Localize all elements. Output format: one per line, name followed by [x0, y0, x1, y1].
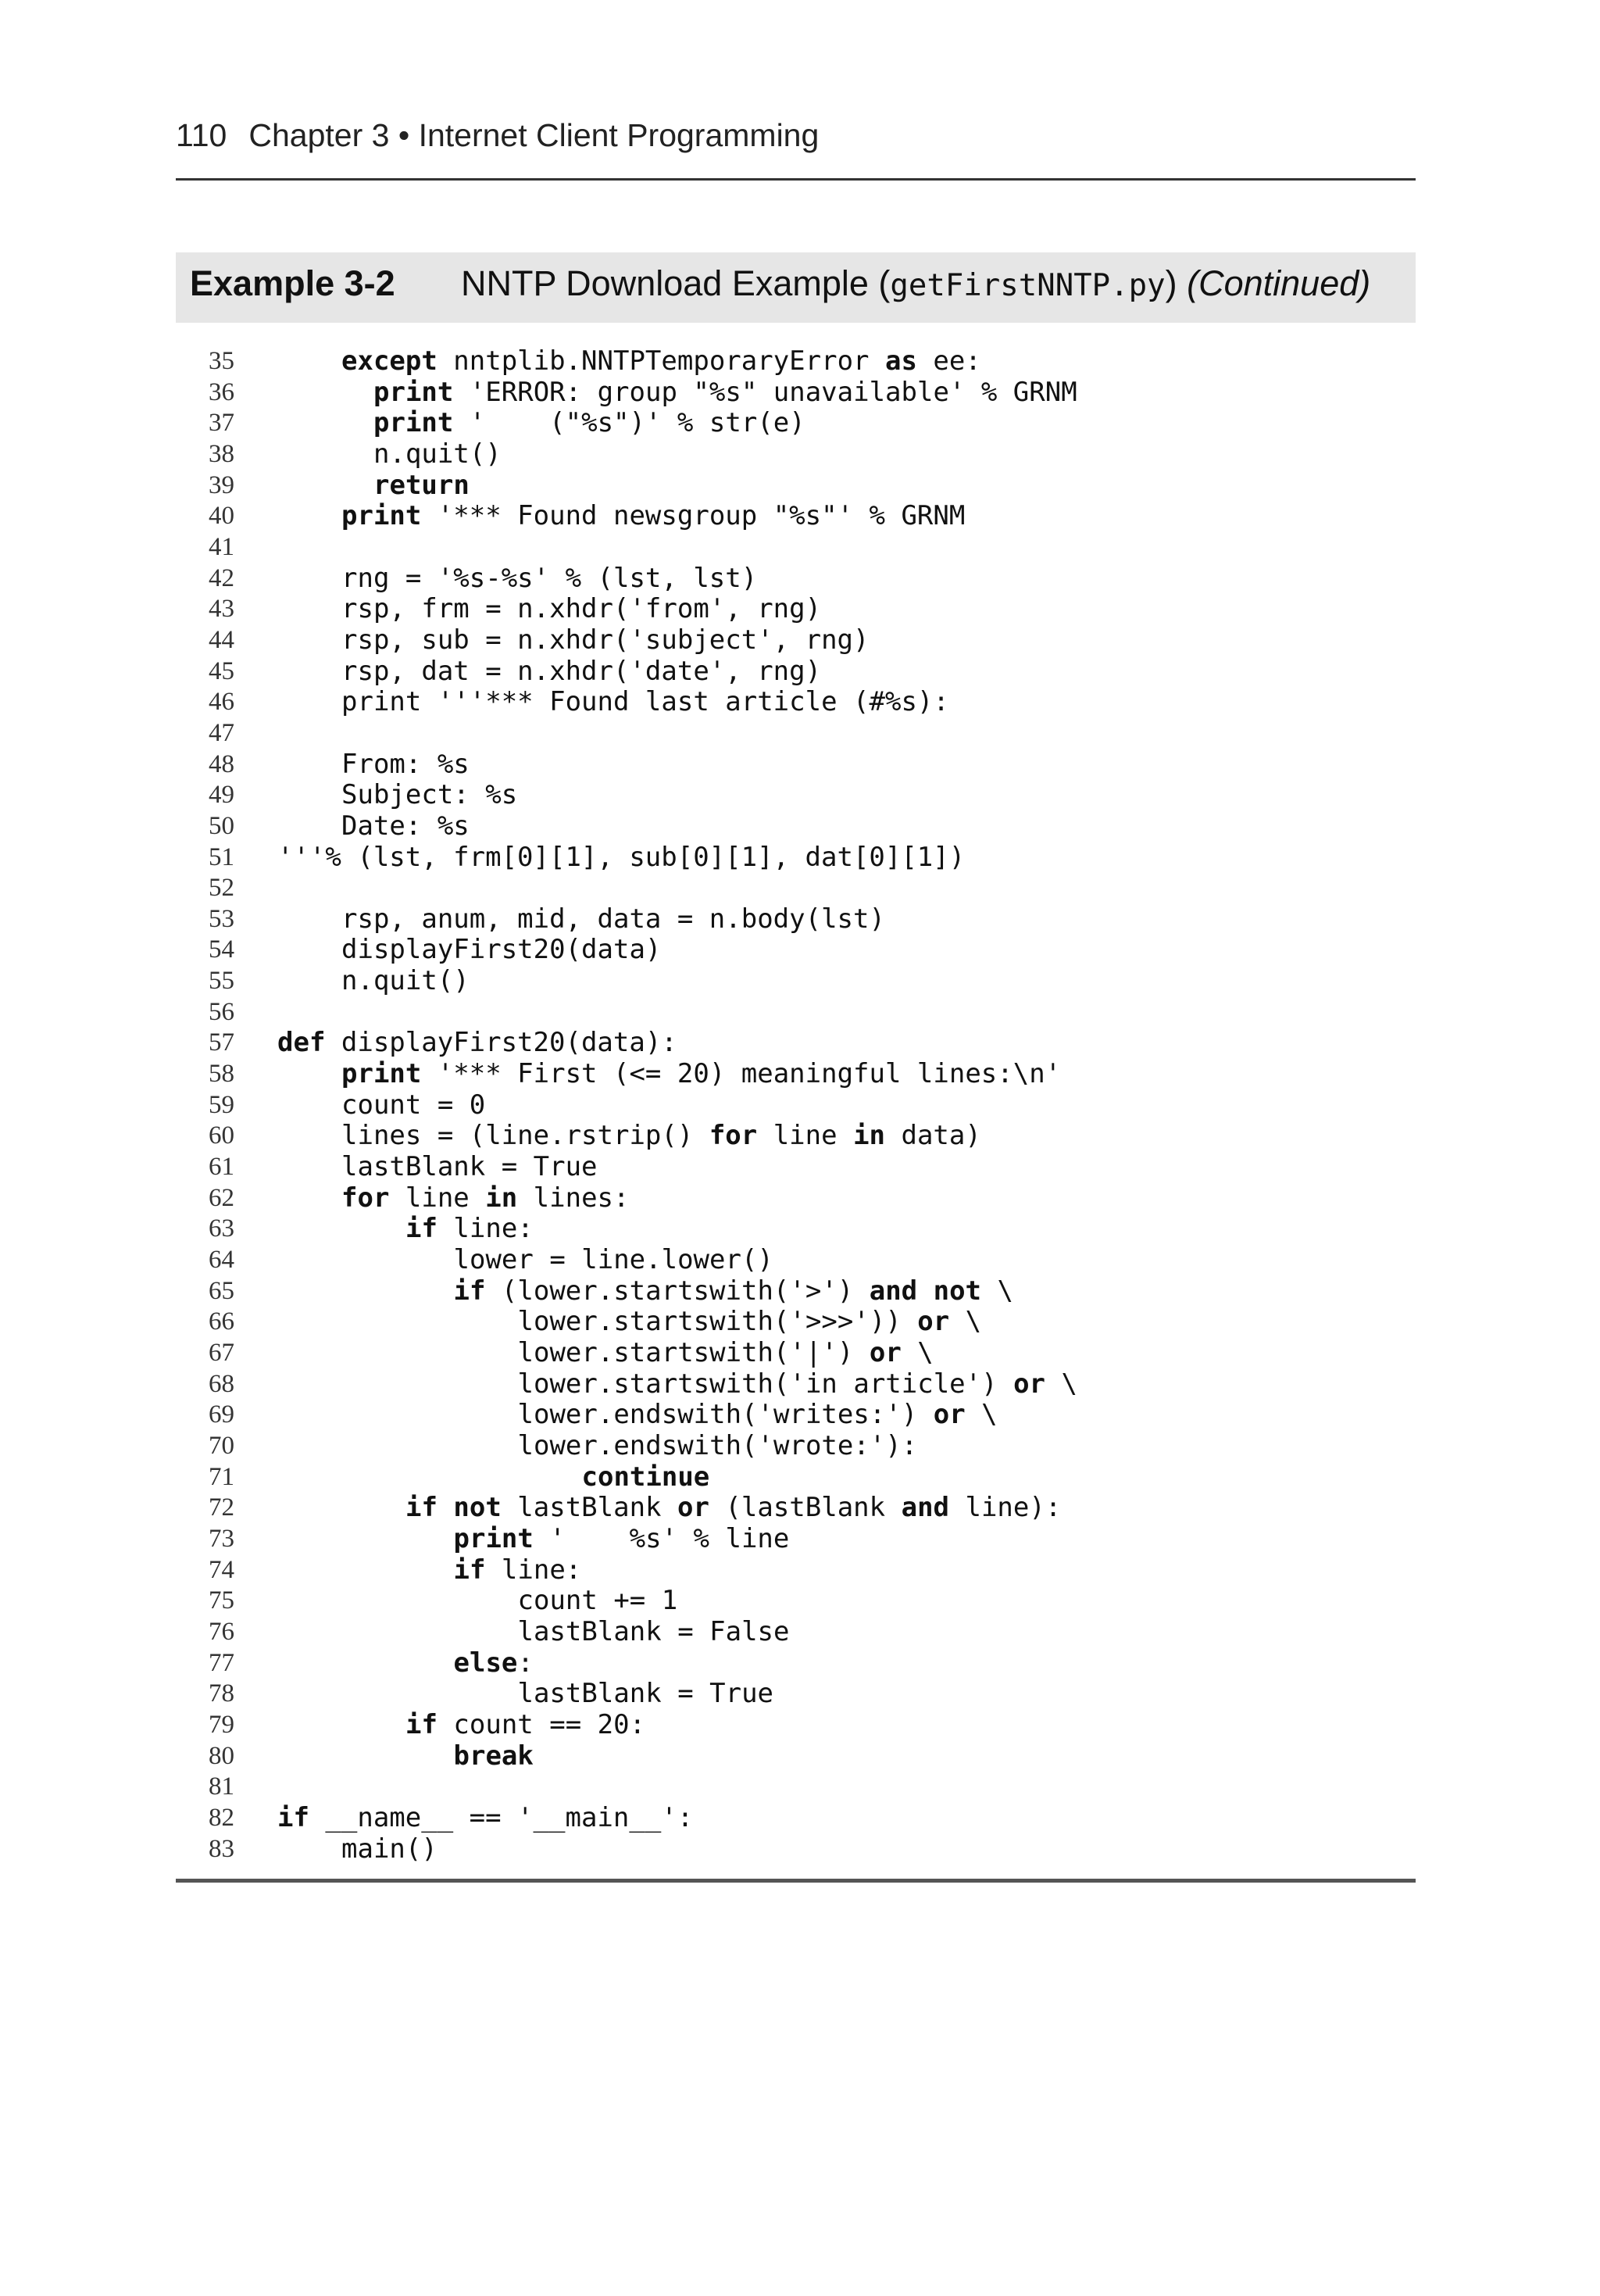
code-keyword: as: [884, 345, 917, 377]
code-keyword: print: [341, 500, 422, 532]
code-text: [277, 1431, 917, 1462]
code-keyword: in: [853, 1120, 886, 1152]
code-keyword: break: [453, 1740, 534, 1772]
code-token: count += 1: [517, 1585, 678, 1617]
code-line: [176, 1772, 1416, 1803]
line-number: 45: [209, 656, 234, 685]
code-line: [176, 1369, 1416, 1400]
code-text: [277, 594, 821, 625]
code-token: lower.startswith('|'): [517, 1337, 870, 1368]
line-number: 70: [209, 1431, 234, 1460]
code-token: ee:: [916, 345, 981, 377]
code-text: [277, 842, 965, 874]
line-number: 72: [209, 1493, 234, 1522]
code-text: [277, 1803, 693, 1834]
code-token: __name__ == '__main__':: [309, 1801, 694, 1833]
line-number: 63: [209, 1214, 234, 1243]
code-line: [176, 1400, 1416, 1431]
code-text: [277, 1493, 1061, 1524]
code-token: \: [981, 1275, 1013, 1307]
code-line: [176, 563, 1416, 595]
code-token: From: %s: [341, 748, 470, 780]
code-line: [176, 594, 1416, 625]
code-token: lines:: [517, 1182, 630, 1214]
code-token: lines = (line.rstrip(): [341, 1120, 709, 1152]
code-token: ' %s' % line: [533, 1522, 790, 1554]
line-number: 52: [209, 874, 234, 903]
code-text: [277, 625, 870, 656]
line-number: 62: [209, 1183, 234, 1212]
code-text: [277, 439, 502, 470]
code-text: [277, 377, 1077, 409]
line-number: 83: [209, 1834, 234, 1863]
code-keyword: print: [453, 1522, 534, 1554]
code-token: line: [389, 1182, 486, 1214]
code-token: lastBlank = False: [517, 1615, 790, 1647]
code-keyword: continue: [581, 1461, 710, 1493]
line-number: 42: [209, 563, 234, 592]
line-number: 73: [209, 1524, 234, 1553]
code-token: :: [517, 1647, 534, 1679]
code-token: Subject: %s: [341, 779, 518, 811]
code-token: lastBlank = True: [341, 1151, 598, 1183]
code-token: (lastBlank: [709, 1492, 902, 1524]
code-keyword: for: [709, 1120, 758, 1152]
code-text: [277, 1462, 709, 1493]
line-number: 75: [209, 1586, 234, 1615]
line-number: 74: [209, 1555, 234, 1584]
code-line: [176, 470, 1416, 502]
code-token: rsp, frm = n.xhdr('from', rng): [341, 593, 822, 625]
code-line: [176, 1524, 1416, 1555]
code-token: lastBlank = True: [517, 1678, 774, 1710]
line-number: 57: [209, 1028, 234, 1057]
code-line: [176, 1028, 1416, 1059]
code-token: \: [949, 1306, 982, 1338]
code-token: main(): [341, 1833, 438, 1865]
code-line: [176, 1803, 1416, 1834]
code-text: [277, 1524, 789, 1555]
code-keyword: if: [277, 1801, 309, 1833]
code-token: rsp, anum, mid, data = n.body(lst): [341, 903, 885, 935]
code-text: [277, 1338, 934, 1369]
code-text: [277, 1617, 790, 1648]
example-caption-bar: [176, 252, 1416, 323]
line-number: 61: [209, 1153, 234, 1182]
code-keyword: or: [917, 1306, 950, 1338]
code-text: [277, 1369, 1077, 1400]
code-keyword: for: [341, 1182, 390, 1214]
code-token: line:: [485, 1554, 582, 1586]
code-token: lower.startswith('in article'): [517, 1368, 1014, 1400]
line-number: 41: [209, 532, 234, 561]
page-number: 110: [176, 117, 227, 153]
code-line: [176, 749, 1416, 781]
code-token: print '''*** Found last article (#%s):: [341, 686, 949, 718]
code-token: line: [757, 1120, 854, 1152]
code-text: [277, 1741, 534, 1772]
code-text: [277, 935, 661, 966]
line-number: 36: [209, 377, 234, 406]
code-keyword: in: [485, 1182, 518, 1214]
code-text: [277, 1400, 998, 1431]
code-text: [277, 1214, 534, 1245]
code-line: [176, 935, 1416, 966]
code-line: [176, 1338, 1416, 1369]
code-text: [277, 1834, 438, 1865]
line-number: 76: [209, 1617, 234, 1646]
code-text: [277, 904, 885, 935]
code-line: [176, 1710, 1416, 1741]
code-keyword: if not: [405, 1492, 502, 1524]
code-token: displayFirst20(data):: [325, 1027, 677, 1059]
code-token: data): [885, 1120, 981, 1152]
code-token: (lower.startswith('>'): [485, 1275, 870, 1307]
code-line: [176, 1555, 1416, 1586]
code-line: [176, 1648, 1416, 1679]
line-number: 47: [209, 718, 234, 747]
code-text: [277, 1648, 534, 1679]
code-line: [176, 1679, 1416, 1710]
code-keyword: or: [933, 1399, 966, 1431]
line-number: 78: [209, 1679, 234, 1708]
example-title-text: NNTP Download Example (: [461, 263, 891, 303]
code-text: [277, 1586, 677, 1617]
line-number: 37: [209, 409, 234, 438]
code-keyword: return: [373, 469, 470, 501]
code-text: [277, 687, 949, 718]
code-line: [176, 904, 1416, 935]
line-number: 71: [209, 1462, 234, 1491]
code-token: '''% (lst, frm[0][1], sub[0][1], dat[0][1]): [277, 841, 966, 873]
code-text: [277, 1245, 773, 1276]
code-line: [176, 1059, 1416, 1090]
line-number: 50: [209, 811, 234, 840]
code-line: [176, 1462, 1416, 1493]
code-keyword: if: [405, 1708, 438, 1740]
header-rule: [176, 178, 1416, 181]
code-token: lower.endswith('writes:'): [517, 1399, 934, 1431]
line-number: 58: [209, 1060, 234, 1089]
code-text: [277, 1307, 981, 1338]
code-token: rng = '%s-%s' % (lst, lst): [341, 562, 758, 594]
line-number: 35: [209, 347, 234, 375]
code-keyword: def: [277, 1027, 326, 1059]
code-token: n.quit(): [373, 438, 502, 470]
line-number: 44: [209, 625, 234, 654]
line-number: 56: [209, 997, 234, 1026]
line-number: 80: [209, 1741, 234, 1770]
code-line: [176, 532, 1416, 563]
code-token: count = 0: [341, 1089, 486, 1121]
line-number: 60: [209, 1121, 234, 1150]
example-title-close: ): [1165, 263, 1177, 303]
line-number: 67: [209, 1339, 234, 1367]
code-line: [176, 377, 1416, 409]
code-line: [176, 1276, 1416, 1307]
line-number: 64: [209, 1246, 234, 1275]
line-number: 54: [209, 935, 234, 964]
line-number: 68: [209, 1369, 234, 1398]
code-line: [176, 1586, 1416, 1617]
code-line: [176, 873, 1416, 904]
code-line: [176, 1214, 1416, 1245]
code-line: [176, 1245, 1416, 1276]
code-token: line:: [437, 1213, 534, 1245]
running-head: [176, 117, 819, 154]
line-number: 46: [209, 688, 234, 717]
code-text: [277, 1028, 677, 1059]
code-token: displayFirst20(data): [341, 934, 662, 966]
code-text: [277, 1121, 981, 1152]
chapter-title: Chapter 3 • Internet Client Programming: [248, 117, 820, 153]
code-keyword: print: [341, 1058, 422, 1090]
code-text: [277, 749, 470, 781]
code-text: [277, 346, 981, 377]
code-line: [176, 1493, 1416, 1524]
code-line: [176, 439, 1416, 470]
code-keyword: and not: [869, 1275, 982, 1307]
code-token: lower = line.lower(): [453, 1244, 773, 1276]
line-number: 82: [209, 1803, 234, 1832]
code-text: [277, 1152, 598, 1183]
line-number: 48: [209, 749, 234, 778]
code-text: [277, 563, 757, 595]
line-number: 59: [209, 1090, 234, 1119]
code-text: [277, 1059, 1061, 1090]
code-text: [277, 811, 470, 842]
code-token: nntplib.NNTPTemporaryError: [437, 345, 885, 377]
line-number: 40: [209, 502, 234, 531]
code-line: [176, 1741, 1416, 1772]
code-keyword: or: [869, 1337, 902, 1368]
code-text: [277, 501, 965, 532]
code-line: [176, 1121, 1416, 1152]
code-token: n.quit(): [341, 965, 470, 997]
line-number: 53: [209, 904, 234, 933]
code-text: [277, 966, 470, 997]
listing-end-rule: [176, 1879, 1416, 1883]
code-line: [176, 408, 1416, 439]
code-keyword: except: [341, 345, 438, 377]
code-line: [176, 687, 1416, 718]
code-line: [176, 842, 1416, 874]
line-number: 39: [209, 470, 234, 499]
code-token: 'ERROR: group "%s" unavailable' % GRNM: [453, 376, 1077, 408]
code-token: rsp, dat = n.xhdr('date', rng): [341, 655, 822, 687]
line-number: 81: [209, 1772, 234, 1801]
code-token: \: [901, 1337, 934, 1368]
code-text: [277, 1679, 773, 1710]
code-keyword: and: [901, 1492, 950, 1524]
code-line: [176, 811, 1416, 842]
line-number: 79: [209, 1710, 234, 1739]
code-token: lower.endswith('wrote:'):: [517, 1429, 918, 1461]
code-text: [277, 1555, 581, 1586]
line-number: 66: [209, 1307, 234, 1336]
code-keyword: print: [373, 407, 454, 439]
code-line: [176, 501, 1416, 532]
code-keyword: if: [405, 1213, 438, 1245]
code-token: rsp, sub = n.xhdr('subject', rng): [341, 624, 870, 656]
code-line: [176, 1834, 1416, 1865]
code-token: '*** Found newsgroup "%s"' % GRNM: [421, 500, 966, 532]
code-line: [176, 1152, 1416, 1183]
code-token: '*** First (<= 20) meaningful lines:\n': [421, 1058, 1062, 1090]
code-token: \: [1045, 1368, 1077, 1400]
code-line: [176, 1617, 1416, 1648]
code-line: [176, 1090, 1416, 1121]
code-line: [176, 656, 1416, 688]
example-continued: (Continued): [1187, 263, 1371, 303]
line-number: 43: [209, 595, 234, 624]
line-number: 69: [209, 1400, 234, 1429]
code-text: [277, 780, 517, 811]
code-line: [176, 780, 1416, 811]
example-filename: getFirstNNTP.py: [890, 268, 1166, 303]
line-number: 51: [209, 842, 234, 871]
code-line: [176, 1307, 1416, 1338]
line-number: 65: [209, 1276, 234, 1305]
code-text: [277, 656, 821, 688]
code-text: [277, 1276, 1013, 1307]
line-number: 55: [209, 967, 234, 996]
code-keyword: print: [373, 376, 454, 408]
code-keyword: or: [1013, 1368, 1046, 1400]
line-number: 49: [209, 781, 234, 810]
code-keyword: if: [453, 1554, 486, 1586]
code-token: lastBlank: [501, 1492, 677, 1524]
code-line: [176, 625, 1416, 656]
code-line: [176, 346, 1416, 377]
example-title: [461, 263, 1370, 304]
code-token: line):: [949, 1492, 1062, 1524]
code-token: Date: %s: [341, 810, 470, 842]
line-number: 38: [209, 439, 234, 468]
code-line: [176, 718, 1416, 749]
code-text: [277, 408, 805, 439]
example-label: Example 3-2: [190, 263, 395, 303]
code-line: [176, 1183, 1416, 1214]
code-line: [176, 1431, 1416, 1462]
code-text: [277, 470, 470, 502]
code-token: \: [965, 1399, 998, 1431]
code-keyword: if: [453, 1275, 486, 1307]
code-text: [277, 1183, 630, 1214]
code-text: [277, 1090, 485, 1121]
code-token: count == 20:: [437, 1708, 646, 1740]
code-listing: [176, 346, 1416, 1865]
code-keyword: or: [677, 1492, 709, 1524]
code-keyword: else: [453, 1647, 518, 1679]
line-number: 77: [209, 1648, 234, 1677]
code-token: lower.startswith('>>>')): [517, 1306, 918, 1338]
code-line: [176, 997, 1416, 1028]
code-text: [277, 1710, 645, 1741]
code-token: ' ("%s")' % str(e): [453, 407, 805, 439]
code-line: [176, 966, 1416, 997]
